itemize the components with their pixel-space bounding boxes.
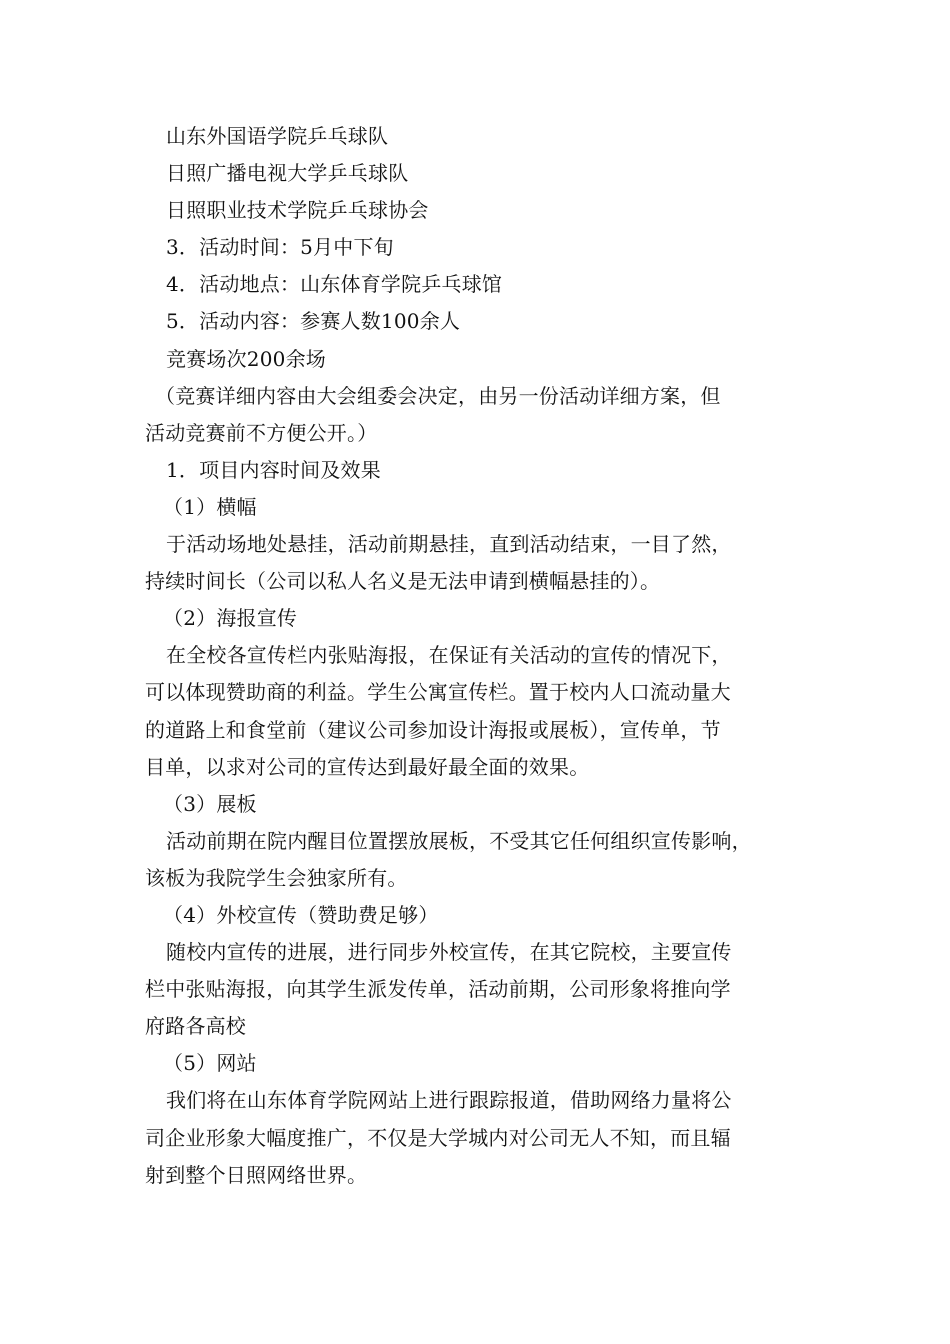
activity-location: 4．活动地点：山东体育学院乒乓球馆	[166, 272, 503, 297]
paragraph-line: （竞赛详细内容由大会组委会决定，由另一份活动详细方案，但	[155, 383, 721, 408]
activity-time: 3．活动时间：5月中下旬	[166, 235, 394, 260]
paragraph-line: 随校内宣传的进展，进行同步外校宣传，在其它院校，主要宣传	[166, 940, 732, 965]
paragraph-line: 活动前期在院内醒目位置摆放展板，不受其它任何组织宣传影响，	[166, 828, 752, 853]
paragraph-line: 在全校各宣传栏内张贴海报，在保证有关活动的宣传的情况下，	[166, 643, 732, 668]
paragraph-line: 该板为我院学生会独家所有。	[145, 865, 408, 890]
paragraph-line: 持续时间长（公司以私人名义是无法申请到横幅悬挂的）。	[145, 569, 661, 594]
paragraph-line: 于活动场地处悬挂，活动前期悬挂，直到活动结束，一目了然，	[166, 532, 732, 557]
paragraph-line: 可以体现赞助商的利益。学生公寓宣传栏。置于校内人口流动量大	[145, 680, 731, 705]
team-line-3: 日照职业技术学院乒乓球协会	[166, 198, 429, 223]
team-line-1: 山东外国语学院乒乓球队	[166, 124, 389, 148]
subsection-heading: （4）外校宣传（赞助费足够）	[163, 902, 439, 927]
paragraph-line: 司企业形象大幅度推广，不仅是大学城内对公司无人不知，而且辐	[145, 1125, 731, 1150]
team-line-2: 日照广播电视大学乒乓球队	[166, 161, 409, 186]
paragraph-line: 的道路上和食堂前（建议公司参加设计海报或展板），宣传单，节	[145, 717, 721, 742]
activity-content: 5．活动内容：参赛人数100余人	[166, 309, 461, 334]
paragraph-line: 我们将在山东体育学院网站上进行跟踪报道，借助网络力量将公	[166, 1088, 732, 1113]
paragraph-line: 府路各高校	[145, 1014, 246, 1039]
section-heading: 1．项目内容时间及效果	[166, 457, 381, 482]
paragraph-line: 目单，以求对公司的宣传达到最好最全面的效果。	[145, 754, 590, 779]
paragraph-line: 活动竞赛前不方便公开。）	[145, 420, 378, 445]
subsection-heading: （5）网站	[163, 1051, 257, 1076]
paragraph-line: 栏中张贴海报，向其学生派发传单，活动前期，公司形象将推向学	[145, 977, 731, 1002]
document-body	[145, 118, 825, 1194]
subsection-heading: （2）海报宣传	[163, 606, 298, 631]
subsection-heading: （1）横幅	[163, 494, 257, 519]
paragraph-line: 射到整个日照网络世界。	[145, 1162, 368, 1187]
subsection-heading: （3）展板	[163, 791, 257, 816]
match-count: 竞赛场次200余场	[166, 346, 326, 371]
